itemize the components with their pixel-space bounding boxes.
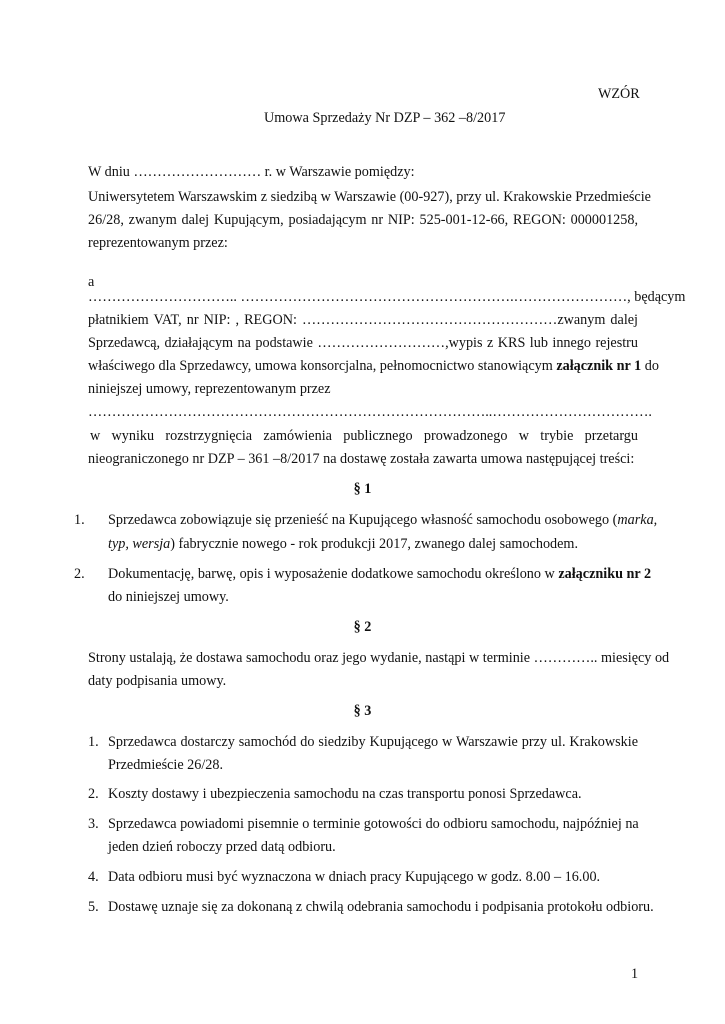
s1-item-2-line-1 [108,566,651,583]
s3-item-2-number: 2. [88,786,99,802]
page-number: 1 [631,966,639,982]
party2-line-4 [88,358,659,375]
s1-item-1-italic-1: marka, [617,512,658,528]
s3-item-3-line-2: jeden dzień roboczy przed datą odbioru. [108,839,336,855]
s3-item-5-number: 5. [88,899,99,915]
intro-line-3: 26/28, zwanym dalej Kupującym, posiadającym nr NIP: 525-001-12-66, REGON: 000001258, [88,212,638,228]
contract-title: Umowa Sprzedaży Nr DZP – 362 –8/2017 [264,110,506,126]
attachment-2-ref: załączniku nr 2 [558,566,652,582]
party2-line-8: nieograniczonego nr DZP – 361 –8/2017 na dostawę została zawarta umowa następującej treści: [88,451,635,467]
s1-item-2-line-2: do niniejszej umowy. [108,589,229,605]
s1-item-1-italic-2: typ, wersja [108,536,171,552]
party2-line-4-text: właściwego dla Sprzedawcy, umowa konsorcjalna, pełnomocnictwo stanowiącym [88,358,557,374]
s2-line-2: daty podpisania umowy. [88,673,227,689]
s1-item-1-number: 1. [74,512,85,528]
s1-item-2-number: 2. [74,566,85,582]
party2-line-7: w wyniku rozstrzygnięcia zamówienia publicznego prowadzonego w trybie przetargu [90,428,638,444]
s1-item-1-text: Sprzedawca zobowiązuje się przenieść na Kupującego własność samochodu osobowego ( [108,512,618,528]
party2-line-3: Sprzedawcą, działającym na podstawie ………………………,wypis z KRS lub innego rejestru [88,335,638,351]
s3-item-1-line-2: Przedmieście 26/28. [108,757,224,773]
s3-item-4-number: 4. [88,869,99,885]
s2-line-1: Strony ustalają, że dostawa samochodu oraz jego wydanie, nastąpi w terminie ………….. miesięcy od [88,650,670,666]
s1-item-1-line-1 [108,512,657,529]
party2-line-6: …………………………………………………………………………..……………………………. [88,404,652,420]
s3-item-2-line-1: Koszty dostawy i ubezpieczenia samochodu na czas transportu ponosi Sprzedawca. [108,786,582,802]
party2-line-2: płatnikiem VAT, nr NIP: , REGON: ………………………………………………zwanym dalej [88,312,638,328]
s3-item-3-line-1: Sprzedawca powiadomi pisemnie o terminie gotowości do odbioru samochodu, najpóźniej na [108,816,639,832]
intro-line-1: W dniu ……………………… r. w Warszawie pomiędzy: [88,164,415,180]
section-2-heading: § 2 [353,619,372,635]
s3-item-1-line-1: Sprzedawca dostarczy samochód do siedziby Kupującego w Warszawie przy ul. Krakowskie [108,734,638,750]
s1-item-1-text-2: ) fabrycznie nowego - rok produkcji 2017, zwanego dalej samochodem. [170,536,579,552]
s1-item-2-text: Dokumentację, barwę, opis i wyposażenie dodatkowe samochodu określono w [108,566,559,582]
party2-line-1: ………………………….. ………………………………………………….……………………, będącym [88,289,686,305]
section-3-heading: § 3 [353,703,372,719]
party2-line-4-end: do [641,358,659,374]
s1-item-1-line-2 [108,536,578,553]
s3-item-4-line-1: Data odbioru musi być wyznaczona w dniach pracy Kupującego w godz. 8.00 – 16.00. [108,869,601,885]
s3-item-5-line-1: Dostawę uznaje się za dokonaną z chwilą odebrania samochodu i podpisania protokołu odbioru. [108,899,654,915]
s3-item-3-number: 3. [88,816,99,832]
intro-line-4: reprezentowanym przez: [88,235,228,251]
party2-a: a [88,274,95,290]
wzor-label: WZÓR [598,86,640,102]
section-1-heading: § 1 [353,481,372,497]
party2-line-5: niniejszej umowy, reprezentowanym przez [88,381,331,397]
attachment-1-ref: załącznik nr 1 [556,358,642,374]
intro-line-2: Uniwersytetem Warszawskim z siedzibą w Warszawie (00-927), przy ul. Krakowskie Przedmieście [88,189,651,205]
s3-item-1-number: 1. [88,734,99,750]
